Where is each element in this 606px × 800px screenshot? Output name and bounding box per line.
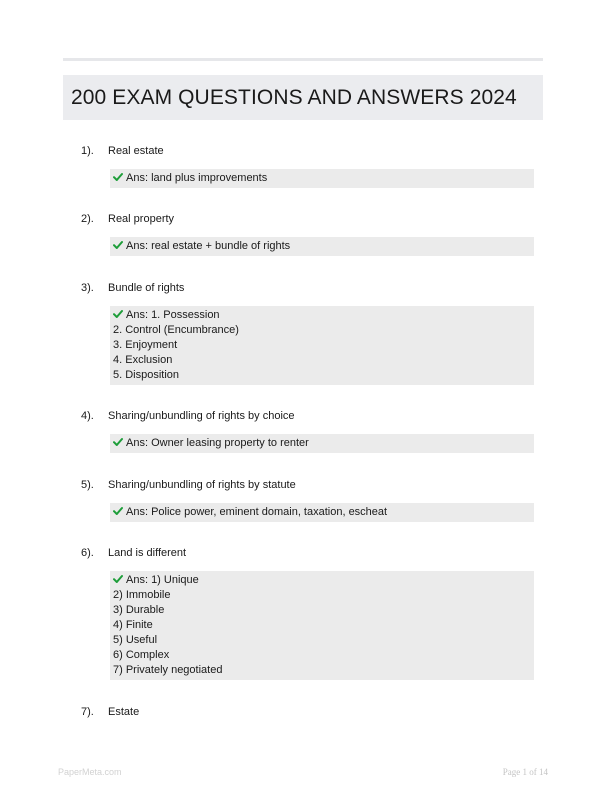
answer-text: Ans: land plus improvements — [126, 172, 268, 184]
answer-text: 2) Immobile — [113, 589, 171, 601]
question-text: Bundle of rights — [108, 282, 185, 294]
answer-box — [110, 237, 534, 256]
answer-text: 7) Privately negotiated — [113, 664, 223, 676]
answer-text: 3) Durable — [113, 604, 165, 616]
check-icon — [113, 309, 123, 319]
answer-text: 3. Enjoyment — [113, 339, 178, 351]
answer-line — [113, 603, 531, 618]
question-text: Real property — [108, 213, 175, 225]
question-text: Estate — [108, 706, 140, 718]
answer-line — [113, 308, 531, 323]
question-text: Land is different — [108, 547, 187, 559]
answer-line — [113, 663, 531, 678]
answer-text: 5. Disposition — [113, 369, 180, 381]
answer-text: Ans: real estate + bundle of rights — [126, 240, 291, 252]
footer-watermark: PaperMeta.com — [58, 767, 122, 777]
answer-text: 4. Exclusion — [113, 354, 173, 366]
question-number: 5). — [81, 479, 94, 491]
question-number: 3). — [81, 282, 94, 294]
answer-box — [110, 503, 534, 522]
answer-text: 5) Useful — [113, 634, 158, 646]
answer-line — [113, 338, 531, 353]
answer-line — [113, 171, 531, 186]
page-title: 200 EXAM QUESTIONS AND ANSWERS 2024 — [71, 86, 517, 109]
check-icon — [113, 172, 123, 182]
question-number: 7). — [81, 706, 94, 718]
check-icon — [113, 574, 123, 584]
answer-text: Ans: Owner leasing property to renter — [126, 437, 309, 449]
answer-text: Ans: 1) Unique — [126, 574, 199, 586]
answer-box — [110, 571, 534, 680]
answer-text: 4) Finite — [113, 619, 153, 631]
answer-line — [113, 588, 531, 603]
answer-line — [113, 436, 531, 451]
answer-line — [113, 239, 531, 254]
question-text: Sharing/unbundling of rights by statute — [108, 479, 296, 491]
answer-line — [113, 648, 531, 663]
page-number: Page 1 of 14 — [502, 767, 548, 777]
answer-line — [113, 353, 531, 368]
question-number: 1). — [81, 145, 94, 157]
answer-box — [110, 169, 534, 188]
check-icon — [113, 240, 123, 250]
question-text: Real estate — [108, 145, 164, 157]
answer-text: Ans: Police power, eminent domain, taxation, escheat — [126, 506, 388, 518]
answer-line — [113, 573, 531, 588]
answer-line — [113, 633, 531, 648]
check-icon — [113, 437, 123, 447]
question-number: 2). — [81, 213, 94, 225]
question-text: Sharing/unbundling of rights by choice — [108, 410, 295, 422]
answer-line — [113, 618, 531, 633]
answer-box — [110, 306, 534, 385]
answer-box — [110, 434, 534, 453]
question-number: 6). — [81, 547, 94, 559]
answer-text: 2. Control (Encumbrance) — [113, 324, 239, 336]
check-icon — [113, 506, 123, 516]
answer-line — [113, 368, 531, 383]
answer-line — [113, 505, 531, 520]
answer-line — [113, 323, 531, 338]
answer-text: Ans: 1. Possession — [126, 309, 220, 321]
answer-text: 6) Complex — [113, 649, 170, 661]
question-number: 4). — [81, 410, 94, 422]
